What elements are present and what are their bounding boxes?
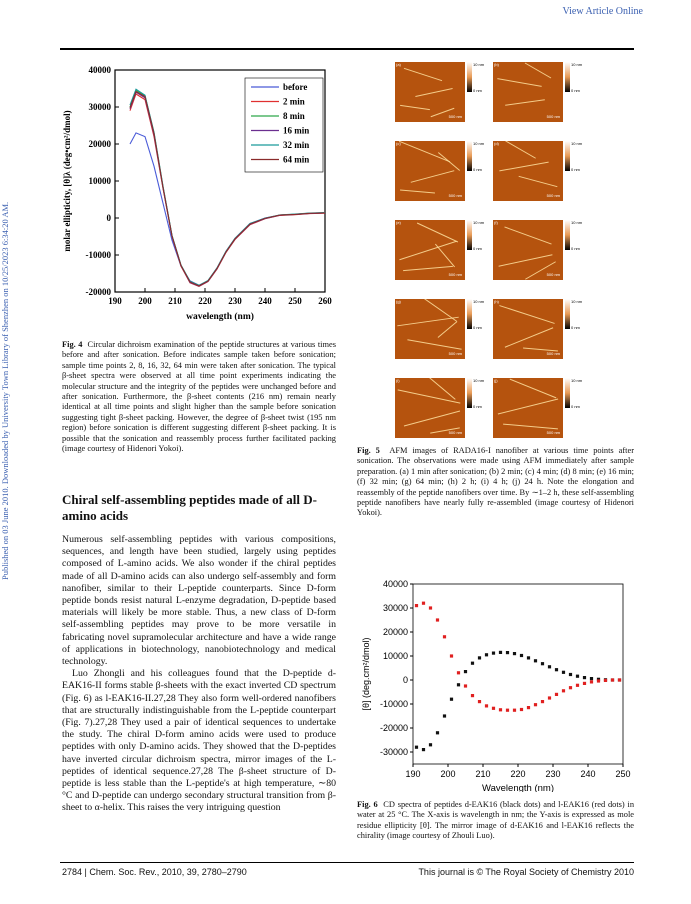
- fig6-data-point: [590, 680, 593, 683]
- afm-scale-bar-label: 500 nm: [546, 430, 560, 435]
- fig4-legend: [245, 78, 323, 172]
- afm-color-scale-min: 0 nm: [571, 325, 580, 330]
- fig6-data-point: [499, 708, 502, 711]
- fig6-data-point: [548, 696, 551, 699]
- afm-nanofiber: [498, 399, 558, 415]
- fig6-data-point: [415, 604, 418, 607]
- afm-image: [493, 378, 563, 438]
- fig6-data-point: [527, 706, 530, 709]
- fig5-caption-text: AFM images of RADA16-I nanofiber at various time points after sonication. The observations were made using AFM immediately after sample preparation. (a) 1 min after sonication; (b) 2 min; (c) 4 min; (d) 8 min; (e) 16 min; (f) 32 min; (g) 64 min; (h) 2 h; (i) 4 h; (j) 24 h. Note the elongation and reassembly of the peptide nanofibers over time. By ∼1–2 h, these self-assembling peptide nanofibers have nearly fully re-assembled (image courtesy of Hidenori Yokoi).: [357, 446, 634, 518]
- afm-color-scale-max: 10 nm: [571, 62, 583, 67]
- fig4-legend-label: 2 min: [283, 96, 305, 107]
- fig6-data-point: [569, 673, 572, 676]
- fig6-data-point: [520, 708, 523, 711]
- fig4-x-tick-label: 240: [258, 296, 272, 306]
- afm-nanofiber: [505, 327, 554, 347]
- fig6-x-tick-label: 210: [475, 769, 491, 779]
- fig6-y-tick-label: 10000: [382, 651, 408, 661]
- fig4-legend-label: 32 min: [283, 140, 310, 150]
- afm-panel-label: (a): [396, 62, 401, 67]
- fig4-y-tick-label: -10000: [85, 250, 111, 260]
- fig6-data-point: [450, 698, 453, 701]
- fig6-data-point: [541, 700, 544, 703]
- afm-color-scale: [565, 220, 570, 250]
- fig6-x-axis-label: Wavelength (nm): [482, 783, 554, 792]
- afm-color-scale-max: 10 nm: [571, 141, 583, 146]
- fig6-data-point: [422, 748, 425, 751]
- afm-nanofiber: [505, 99, 545, 106]
- fig6-caption-label: Fig. 6: [357, 800, 378, 809]
- afm-panel-label: (f): [494, 220, 498, 225]
- afm-color-scale-min: 0 nm: [571, 88, 580, 93]
- fig6-data-point: [513, 652, 516, 655]
- afm-nanofiber: [403, 266, 453, 271]
- fig6-data-point: [555, 668, 558, 671]
- fig6-x-tick-label: 240: [580, 769, 596, 779]
- afm-color-scale: [467, 62, 472, 92]
- fig6-data-point: [471, 694, 474, 697]
- fig4-x-tick-label: 210: [168, 296, 182, 306]
- fig6-data-point: [436, 618, 439, 621]
- fig4-x-tick-label: 190: [108, 296, 122, 306]
- fig6-x-tick-label: 230: [545, 769, 561, 779]
- afm-scale-bar-label: 500 nm: [546, 351, 560, 356]
- fig4-x-axis-label: wavelength (nm): [186, 312, 254, 322]
- footer-rule: [60, 862, 634, 863]
- fig6-data-point: [555, 693, 558, 696]
- fig6-data-point: [436, 731, 439, 734]
- afm-color-scale-min: 0 nm: [571, 404, 580, 409]
- afm-scale-bar-label: 500 nm: [448, 114, 462, 119]
- fig6-data-point: [471, 662, 474, 665]
- fig4-y-axis-label: molar ellipticity, [θ]λ (deg•cm²/dmol): [62, 110, 72, 252]
- footer-copyright: This journal is © The Royal Society of Chemistry 2010: [418, 867, 634, 877]
- fig6-data-point: [597, 679, 600, 682]
- fig6-data-point: [520, 654, 523, 657]
- fig6-data-point: [492, 652, 495, 655]
- afm-nanofiber: [510, 379, 557, 399]
- fig6-data-point: [604, 679, 607, 682]
- afm-nanofiber: [415, 88, 452, 97]
- afm-panel-label: (j): [494, 378, 498, 383]
- fig6-data-point: [562, 689, 565, 692]
- afm-color-scale-max: 10 nm: [473, 299, 485, 304]
- fig5-caption-label: Fig. 5: [357, 446, 380, 455]
- fig6-x-tick-label: 220: [510, 769, 526, 779]
- fig6-data-point: [429, 606, 432, 609]
- fig6-y-tick-label: 40000: [382, 579, 408, 589]
- afm-scale-bar-label: 500 nm: [448, 193, 462, 198]
- afm-color-scale-min: 0 nm: [473, 404, 482, 409]
- fig4-y-tick-label: -20000: [85, 287, 111, 297]
- fig6-y-tick-label: 0: [402, 675, 408, 685]
- afm-scale-bar-label: 500 nm: [546, 272, 560, 277]
- afm-scale-bar-label: 500 nm: [546, 114, 560, 119]
- afm-color-scale: [565, 141, 570, 171]
- fig6-series: [415, 602, 621, 752]
- afm-nanofiber: [404, 68, 442, 81]
- fig6-data-point: [506, 709, 509, 712]
- fig4-y-tick-label: 40000: [88, 65, 111, 75]
- fig6-data-point: [583, 682, 586, 685]
- body-text: [62, 534, 336, 815]
- afm-panel-label: (d): [494, 141, 499, 146]
- fig6-data-point: [541, 662, 544, 665]
- afm-image: [395, 220, 465, 280]
- afm-color-scale-min: 0 nm: [473, 167, 482, 172]
- afm-color-scale: [467, 141, 472, 171]
- afm-nanofiber: [499, 305, 554, 324]
- afm-panel-label: (g): [396, 299, 401, 304]
- fig6-plot-frame: [413, 584, 623, 764]
- fig6-data-point: [422, 602, 425, 605]
- fig6-data-point: [611, 678, 614, 681]
- afm-nanofiber: [438, 321, 458, 338]
- fig6-data-point: [478, 656, 481, 659]
- fig4-x-tick-label: 260: [318, 296, 332, 306]
- afm-nanofiber: [519, 176, 558, 187]
- fig6-data-point: [618, 678, 621, 681]
- fig6-data-point: [443, 714, 446, 717]
- afm-color-scale: [467, 299, 472, 329]
- fig6-data-point: [457, 683, 460, 686]
- afm-color-scale-min: 0 nm: [473, 88, 482, 93]
- fig4-y-tick-label: 30000: [88, 102, 111, 112]
- afm-color-scale-min: 0 nm: [571, 246, 580, 251]
- fig6-data-point: [478, 700, 481, 703]
- fig4-caption-label: Fig. 4: [62, 340, 83, 349]
- afm-nanofiber: [399, 241, 456, 260]
- fig6-y-tick-label: -10000: [379, 699, 408, 709]
- afm-nanofiber: [400, 105, 430, 110]
- fig4-legend-label: before: [283, 82, 308, 92]
- afm-color-scale: [467, 378, 472, 408]
- fig4-legend-label: 8 min: [283, 111, 305, 121]
- fig6-data-point: [429, 743, 432, 746]
- fig6-y-axis-label: [θ] (deg.cm²/dmol): [361, 637, 371, 711]
- afm-color-scale: [565, 299, 570, 329]
- fig4-x-tick-label: 200: [138, 296, 152, 306]
- fig6-axes: [361, 579, 631, 792]
- afm-color-scale-max: 10 nm: [571, 378, 583, 383]
- afm-color-scale-max: 10 nm: [571, 299, 583, 304]
- fig6-data-point: [527, 656, 530, 659]
- fig4-caption: [62, 340, 336, 454]
- afm-scale-bar-label: 500 nm: [448, 430, 462, 435]
- afm-nanofiber: [404, 411, 460, 427]
- fig6-caption-text: CD spectra of peptides d-EAK16 (black dots) and l-EAK16 (red dots) in water at 25 °C. The X-axis is wavelength in nm; the Y-axis is expressed as mole residue ellipticity [θ]. The mirror image of d-EAK16 and l-EAK16 reflects the chirality (image courtesy of Zhouli Luo).: [357, 800, 635, 841]
- fig6-y-tick-label: 20000: [382, 627, 408, 637]
- fig6-data-point: [576, 684, 579, 687]
- fig6-data-point: [583, 676, 586, 679]
- fig4-cd-chart: [60, 62, 340, 330]
- afm-nanofiber: [417, 299, 457, 322]
- fig6-data-point: [464, 684, 467, 687]
- fig4-x-tick-label: 250: [288, 296, 302, 306]
- afm-nanofiber: [525, 63, 551, 79]
- fig4-x-tick-label: 230: [228, 296, 242, 306]
- afm-panel-label: (h): [494, 299, 499, 304]
- fig6-data-point: [450, 654, 453, 657]
- afm-nanofiber: [397, 317, 459, 327]
- header-rule: [60, 48, 634, 50]
- afm-nanofiber: [503, 424, 558, 430]
- fig6-x-tick-label: 250: [615, 769, 631, 779]
- afm-nanofiber: [498, 254, 552, 266]
- afm-image: [493, 299, 563, 359]
- afm-nanofiber: [411, 170, 455, 183]
- fig4-legend-label: 64 min: [283, 154, 310, 165]
- fig6-data-point: [569, 686, 572, 689]
- afm-nanofiber: [407, 339, 461, 350]
- afm-image: [395, 62, 465, 122]
- afm-nanofiber: [497, 78, 541, 87]
- afm-nanofiber: [400, 189, 435, 193]
- fig6-data-point: [485, 704, 488, 707]
- afm-color-scale-max: 10 nm: [473, 62, 485, 67]
- body-paragraph: Luo Zhongli and his colleagues found that the D-peptide d-EAK16-II forms stable β-sheets with the exact inverted CD spectrum (Fig. 6) as l-EAK16-II.27,28 They also form well-ordered nanofibers that are structurally indistinguishable from the L-peptide counterpart (Fig. 7).27,28 They used a pair of identical sequences to undertake the study. The chiral D-form amino acids were used to produce peptides with only D-amino acids. They showed that the D-peptides have inverted circular dichroism spectra, mirror images of the L-peptides of identical sequence.27,28 The β-sheet structure of D-peptide is less stable than the L-peptide's at high temperature, ∼80 °C and D-peptide can undergo secondary structural transition from β-sheet to α-helix. This raises the very intriguing question: [62, 668, 336, 814]
- fig6-y-tick-label: -20000: [379, 723, 408, 733]
- afm-color-scale: [565, 378, 570, 408]
- afm-scale-bar-label: 500 nm: [546, 193, 560, 198]
- afm-panel-label: (i): [396, 378, 400, 383]
- fig4-legend-label: 16 min: [283, 125, 310, 136]
- fig4-y-tick-label: 10000: [88, 176, 111, 186]
- afm-nanofiber: [417, 223, 458, 243]
- fig6-data-point: [492, 707, 495, 710]
- afm-color-scale-max: 10 nm: [473, 220, 485, 225]
- fig6-data-point: [485, 653, 488, 656]
- afm-scale-bar-label: 500 nm: [448, 351, 462, 356]
- fig6-data-point: [464, 670, 467, 673]
- fig5-caption: [357, 446, 634, 519]
- fig4-caption-text: Circular dichroism examination of the peptide structures at various times before and after sonication. Before indicates sample taken before sonication; sample time points 2, 8, 16, 32, 64 min were taken after sonication. The typical β-sheet spectra were observed at all time point experiments indicating the molecular structure and the integrity of the peptides were unchanged before and after sonication. Furthermore, the β-sheet contents (216 nm) remain nearly identical at all time points and slight higher than the sample before sonication suggesting tight β-sheet packing. However, the degree of β-sheet twist (195 nm region) before sonication is different suggesting different β-sheet packing. It is possible that the sonication and reassembly process further facilitated packing (image courtesy of Hidenori Yokoi).: [62, 340, 337, 454]
- fig6-data-point: [499, 651, 502, 654]
- afm-image: [493, 141, 563, 201]
- afm-image: [395, 141, 465, 201]
- fig6-data-point: [534, 659, 537, 662]
- afm-color-scale: [565, 62, 570, 92]
- fig6-y-tick-label: 30000: [382, 603, 408, 613]
- fig6-data-point: [562, 671, 565, 674]
- afm-scale-bar-label: 500 nm: [448, 272, 462, 277]
- afm-color-scale-max: 10 nm: [571, 220, 583, 225]
- fig6-data-point: [548, 665, 551, 668]
- afm-color-scale: [467, 220, 472, 250]
- view-article-online-link[interactable]: View Article Online: [562, 6, 643, 17]
- afm-color-scale-max: 10 nm: [473, 378, 485, 383]
- fig6-data-point: [590, 677, 593, 680]
- afm-image: [395, 378, 465, 438]
- fig6-caption: [357, 800, 634, 842]
- fig6-data-point: [415, 746, 418, 749]
- fig6-x-tick-label: 200: [440, 769, 456, 779]
- fig4-x-tick-label: 220: [198, 296, 212, 306]
- afm-image: [395, 299, 465, 359]
- afm-panel-label: (e): [396, 220, 401, 225]
- fig4-y-tick-label: 0: [106, 213, 111, 223]
- afm-color-scale-min: 0 nm: [473, 325, 482, 330]
- fig6-data-point: [443, 635, 446, 638]
- afm-nanofiber: [399, 141, 450, 162]
- body-paragraph: Numerous self-assembling peptides with various compositions, sequences, and length have been studied, largely using peptides composed of L-amino acids. We also wonder if the chiral peptides made of all D-amino acids can also undergo self-assembly and form nanofiber, similar to their L-peptide counterparts. Since D-form peptide bonds resist natural L-enzyme degradation, D-peptide based materials will likely be more stable. Thus, a new class of D-form self-assembling peptides may prove to be more versatile in fabricating novel supramolecular architecture and have a wide range of applications in biotechnology, nanobiotechnology and medical technology.: [62, 534, 336, 668]
- download-notice: Published on 03 June 2010. Downloaded by University Town Library of Shenzhen on 10/25/2023 6:34:20 AM.: [0, 201, 10, 580]
- footer-citation: 2784 | Chem. Soc. Rev., 2010, 39, 2780–2790: [62, 867, 247, 877]
- afm-nanofiber: [504, 226, 551, 244]
- afm-color-scale-min: 0 nm: [571, 167, 580, 172]
- afm-image: [493, 220, 563, 280]
- fig6-x-tick-label: 190: [405, 769, 421, 779]
- fig6-data-point: [534, 703, 537, 706]
- afm-image: [493, 62, 563, 122]
- section-heading: Chiral self-assembling peptides made of all D-amino acids: [62, 492, 317, 523]
- fig6-cd-scatter-chart: [355, 578, 635, 792]
- fig6-data-point: [457, 671, 460, 674]
- fig6-y-tick-label: -30000: [379, 747, 408, 757]
- afm-color-scale-max: 10 nm: [473, 141, 485, 146]
- afm-color-scale-min: 0 nm: [473, 246, 482, 251]
- afm-nanofiber: [435, 244, 455, 268]
- fig4-y-tick-label: 20000: [88, 139, 111, 149]
- afm-panel-label: (b): [494, 62, 499, 67]
- afm-nanofiber: [505, 141, 536, 159]
- fig5-afm-grid: [395, 62, 595, 440]
- afm-panel-label: (c): [396, 141, 401, 146]
- fig6-data-point: [513, 709, 516, 712]
- fig6-data-point: [576, 675, 579, 678]
- afm-nanofiber: [438, 152, 460, 171]
- afm-nanofiber: [499, 162, 548, 172]
- fig6-data-point: [506, 651, 509, 654]
